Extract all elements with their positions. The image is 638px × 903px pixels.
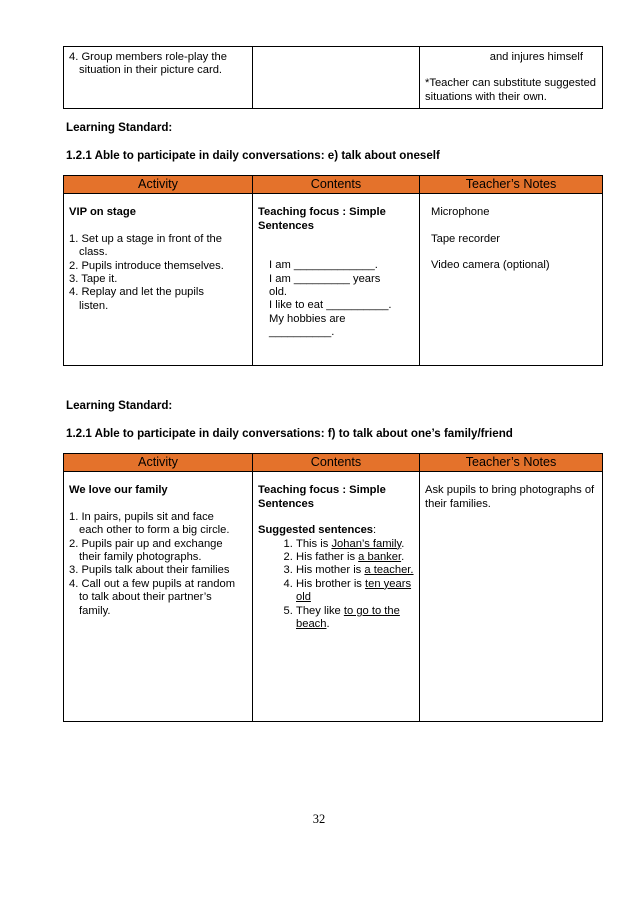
top-table	[63, 46, 603, 109]
activity-step: 1. In pairs, pupils sit and face	[69, 510, 214, 523]
list-item: 5. They like to go to the beach.	[296, 605, 414, 632]
list-item: 1. This is Johan’s family.	[296, 538, 414, 551]
list-item: 3. His mother is a teacher.	[296, 564, 414, 577]
notes-cell	[420, 194, 603, 366]
header-activity: Activity	[64, 176, 253, 194]
activity-step: 3. Tape it.	[69, 273, 118, 286]
teaching-focus: Sentences	[258, 497, 314, 510]
top-contents-cell	[253, 47, 420, 109]
note-item: Tape recorder	[431, 232, 501, 245]
suggested-sentences-label: Suggested sentences:	[258, 524, 377, 537]
note-item: Microphone	[431, 206, 490, 219]
page-number: 32	[312, 812, 326, 826]
header-contents: Contents	[253, 454, 420, 472]
top-step-line: situation in their picture card.	[79, 64, 223, 77]
activity-step: listen.	[79, 299, 109, 312]
teaching-focus: Teaching focus : Simple	[258, 206, 386, 219]
learning-standard-label: Learning Standard:	[66, 121, 173, 134]
teaching-focus: Sentences	[258, 219, 314, 232]
activity-title: We love our family	[69, 484, 168, 497]
sentence-line: I like to eat __________.	[269, 299, 392, 312]
activity-step: each other to form a big circle.	[79, 524, 230, 537]
sentence-line: My hobbies are	[269, 312, 346, 325]
activity-table	[63, 175, 603, 366]
activity-title: VIP on stage	[69, 206, 136, 219]
learning-standard-label: Learning Standard:	[66, 399, 173, 412]
note-item: Ask pupils to bring photographs of their families.	[425, 484, 595, 510]
header-teachers-notes: Teacher’s Notes	[420, 454, 603, 472]
top-notes-line: and injures himself	[489, 51, 583, 63]
teaching-focus: Teaching focus : Simple	[258, 484, 386, 497]
sentence-line: I am _________ years	[269, 272, 381, 285]
top-step-line: 4. Group members role-play the	[69, 51, 227, 63]
activity-step: 2. Pupils pair up and exchange	[69, 537, 223, 550]
activity-step: 3. Pupils talk about their families	[69, 564, 230, 577]
header-teachers-notes: Teacher’s Notes	[420, 176, 603, 194]
contents-cell	[253, 194, 420, 366]
activity-step: to talk about their partner’s	[79, 591, 212, 604]
activity-step: family.	[79, 604, 111, 617]
activity-cell	[64, 194, 253, 366]
list-item: 4. His brother is ten years old	[296, 578, 414, 605]
activity-table	[63, 453, 603, 722]
activity-step: 1. Set up a stage in front of the	[69, 232, 222, 245]
sentence-line: __________.	[269, 326, 335, 339]
activity-cell	[64, 472, 253, 722]
sentence-line: old.	[269, 286, 288, 299]
learning-standard-text: 1.2.1 Able to participate in daily conversations: f) to talk about one’s family/friend	[66, 427, 513, 440]
top-notes-cell	[420, 47, 603, 109]
list-item: 2. His father is a banker.	[296, 551, 414, 564]
note-item: Video camera (optional)	[431, 259, 550, 272]
top-activity-cell	[64, 47, 253, 109]
learning-standard-text: 1.2.1 Able to participate in daily conversations: e) talk about oneself	[66, 149, 440, 162]
activity-step: their family photographs.	[79, 551, 202, 564]
activity-step: 2. Pupils introduce themselves.	[69, 259, 224, 272]
suggested-sentences-list	[258, 538, 414, 632]
activity-step: 4. Replay and let the pupils	[69, 286, 204, 299]
header-contents: Contents	[253, 176, 420, 194]
contents-cell	[253, 472, 420, 722]
top-notes-line: situations with their own.	[425, 90, 547, 103]
activity-step: class.	[79, 246, 108, 259]
sentence-line: I am _____________.	[269, 259, 378, 272]
activity-step: 4. Call out a few pupils at random	[69, 577, 236, 590]
header-activity: Activity	[64, 454, 253, 472]
top-notes-line: *Teacher can substitute suggested	[425, 77, 597, 90]
notes-cell	[420, 472, 603, 722]
